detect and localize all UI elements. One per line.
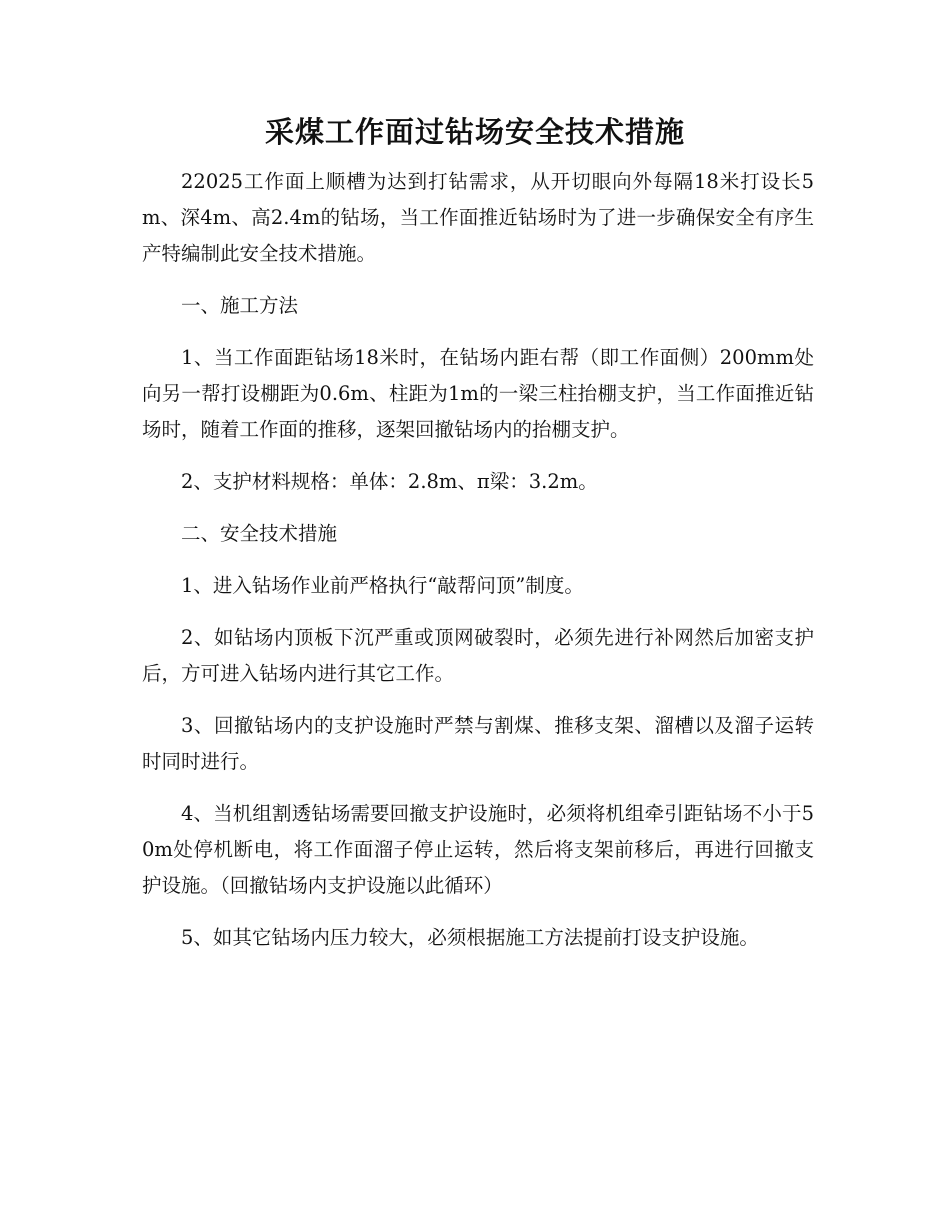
paragraph-method-1: 1、当工作面距钻场18米时，在钻场内距右帮（即工作面侧）200mm处向另一帮打设棚距为0.6m、柱距为1m的一梁三柱抬棚支护，当工作面推近钻场时，随着工作面的推移，逐架回撤钻场内的抬棚支护。 — [142, 346, 814, 441]
section-heading-safety-measures: 二、安全技术措施 — [181, 522, 338, 545]
section-heading-construction-method: 一、施工方法 — [181, 294, 299, 317]
paragraph-safety-4: 4、当机组割透钻场需要回撤支护设施时，必须将机组牵引距钻场不小于50m处停机断电，将工作面溜子停止运转，然后将支架前移后，再进行回撤支护设施。（回撤钻场内支护设施以此循环） — [142, 802, 814, 897]
paragraph-intro: 22025工作面上顺槽为达到打钻需求，从开切眼向外每隔18米打设长5m、深4m、高2.4m的钻场，当工作面推近钻场时为了进一步确保安全有序生产特编制此安全技术措施。 — [142, 170, 814, 265]
document-body — [142, 164, 814, 972]
paragraph-safety-2: 2、如钻场内顶板下沉严重或顶网破裂时，必须先进行补网然后加密支护后，方可进入钻场内进行其它工作。 — [142, 626, 814, 685]
paragraph-safety-5: 5、如其它钻场内压力较大，必须根据施工方法提前打设支护设施。 — [181, 926, 759, 949]
paragraph-safety-1: 1、进入钻场作业前严格执行“敲帮问顶”制度。 — [181, 574, 584, 597]
document-title: 采煤工作面过钻场安全技术措施 — [264, 115, 685, 149]
paragraph-safety-3: 3、回撤钻场内的支护设施时严禁与割煤、推移支架、溜槽以及溜子运转时同时进行。 — [142, 714, 814, 773]
paragraph-method-2: 2、支护材料规格：单体：2.8m、π梁：3.2m。 — [181, 470, 598, 493]
